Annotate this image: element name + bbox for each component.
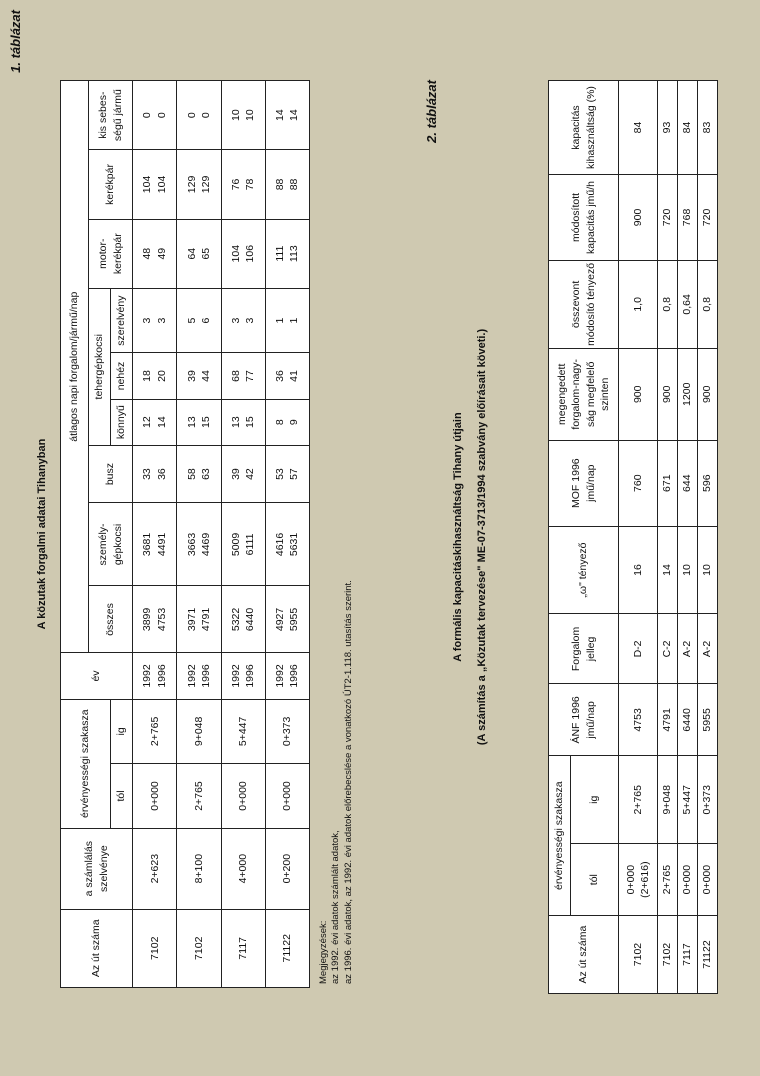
cell-light: 13 15 bbox=[177, 399, 221, 445]
notes-heading: Megjegyzések: bbox=[318, 920, 329, 984]
cell-to: 2+765 bbox=[619, 756, 658, 844]
table-row bbox=[177, 81, 221, 988]
table-row bbox=[221, 81, 265, 988]
cell-utilization: 84 bbox=[677, 81, 697, 175]
cell-from: 0+000 bbox=[677, 844, 697, 916]
cell-section: 4+000 bbox=[221, 828, 265, 909]
cell-omega: 14 bbox=[657, 526, 677, 614]
header-bike: kerékpár bbox=[89, 150, 133, 219]
cell-required: 900 bbox=[619, 348, 658, 440]
cell-from: 0+000 bbox=[697, 844, 717, 916]
cell-slow: 10 10 bbox=[221, 81, 265, 150]
cell-bike: 104 104 bbox=[133, 150, 177, 219]
table2-label: 2. táblázat bbox=[424, 80, 439, 143]
cell-to: 0+373 bbox=[697, 756, 717, 844]
cell-road: 7117 bbox=[221, 909, 265, 987]
cell-car: 3681 4491 bbox=[133, 503, 177, 586]
cell-anf: 6440 bbox=[677, 684, 697, 756]
cell-road: 7102 bbox=[657, 916, 677, 994]
cell-car: 4616 5631 bbox=[265, 503, 309, 586]
header-traffic: Forgalom jelleg bbox=[549, 614, 619, 684]
cell-utilization: 83 bbox=[697, 81, 717, 175]
cell-modified: 720 bbox=[697, 175, 717, 261]
cell-bike: 76 78 bbox=[221, 150, 265, 219]
header-utilization: kapacitás kihasználtság (%) bbox=[549, 81, 619, 175]
cell-trailer: 3 3 bbox=[221, 288, 265, 353]
table-row bbox=[265, 81, 309, 988]
cell-combined: 1,0 bbox=[619, 260, 658, 348]
table-row bbox=[697, 81, 717, 994]
cell-traffic: A-2 bbox=[697, 614, 717, 684]
header-truck: tehergépkocsi bbox=[89, 288, 111, 445]
header-anf: ÁNF 1996 jmű/nap bbox=[549, 684, 619, 756]
header-moto: motor-kerékpár bbox=[89, 219, 133, 288]
header-required: megengedett forgalom-nagy-ság megfelelő szinten bbox=[549, 348, 619, 440]
cell-years: 1992 1996 bbox=[177, 653, 221, 699]
header-modified: módosított kapacitás jmű/h bbox=[549, 175, 619, 261]
cell-years: 1992 1996 bbox=[265, 653, 309, 699]
cell-road: 7102 bbox=[619, 916, 658, 994]
cell-light: 13 15 bbox=[221, 399, 265, 445]
cell-total: 3971 4791 bbox=[177, 586, 221, 653]
cell-road: 7102 bbox=[133, 909, 177, 987]
cell-road: 71122 bbox=[697, 916, 717, 994]
header-omega: „ω" tényező bbox=[549, 526, 619, 614]
cell-omega: 10 bbox=[677, 526, 697, 614]
cell-omega: 10 bbox=[697, 526, 717, 614]
cell-moto: 104 106 bbox=[221, 219, 265, 288]
cell-from: 0+000 bbox=[133, 764, 177, 829]
header-year: év bbox=[61, 653, 133, 699]
cell-slow: 0 0 bbox=[177, 81, 221, 150]
cell-to: 2+765 bbox=[133, 699, 177, 764]
cell-heavy: 68 77 bbox=[221, 353, 265, 399]
cell-utilization: 93 bbox=[657, 81, 677, 175]
cell-bus: 58 63 bbox=[177, 445, 221, 503]
cell-slow: 0 0 bbox=[133, 81, 177, 150]
cell-anf: 4753 bbox=[619, 684, 658, 756]
header-road: Az út száma bbox=[549, 916, 619, 994]
cell-total: 4927 5955 bbox=[265, 586, 309, 653]
header-validity: érvényességi szakasza bbox=[549, 756, 571, 916]
cell-combined: 0,8 bbox=[697, 260, 717, 348]
cell-moto: 64 65 bbox=[177, 219, 221, 288]
cell-traffic: C-2 bbox=[657, 614, 677, 684]
cell-modified: 768 bbox=[677, 175, 697, 261]
cell-light: 12 14 bbox=[133, 399, 177, 445]
table2-title: A formális kapacitáskihasználtság Tihany útjain bbox=[452, 412, 464, 662]
cell-modified: 720 bbox=[657, 175, 677, 261]
cell-moto: 111 113 bbox=[265, 219, 309, 288]
cell-car: 5009 6111 bbox=[221, 503, 265, 586]
table-row bbox=[657, 81, 677, 994]
header-from: tól bbox=[571, 844, 619, 916]
table-row bbox=[677, 81, 697, 994]
cell-to: 0+373 bbox=[265, 699, 309, 764]
header-validity: érvényességi szakasza bbox=[61, 699, 111, 828]
cell-road: 7102 bbox=[177, 909, 221, 987]
notes-line-2: az 1996. évi adatok, az 1992. évi adatok előrebecslése a vonatkozó ÚT2-1.118. utasítás szerint. bbox=[342, 580, 354, 984]
header-car: személy-gépkocsi bbox=[89, 503, 133, 586]
cell-anf: 5955 bbox=[697, 684, 717, 756]
cell-section: 0+200 bbox=[265, 828, 309, 909]
cell-to: 9+048 bbox=[177, 699, 221, 764]
cell-moto: 48 49 bbox=[133, 219, 177, 288]
cell-road: 7117 bbox=[677, 916, 697, 994]
header-adt: átlagos napi forgalom/jármű/nap bbox=[61, 81, 89, 653]
header-bus: busz bbox=[89, 445, 133, 503]
header-combined: összevont módosító tényező bbox=[549, 260, 619, 348]
cell-road: 71122 bbox=[265, 909, 309, 987]
cell-utilization: 84 bbox=[619, 81, 658, 175]
cell-anf: 4791 bbox=[657, 684, 677, 756]
cell-from: 2+765 bbox=[177, 764, 221, 829]
capacity-table bbox=[548, 80, 718, 994]
header-mof: MOF 1996 jmű/nap bbox=[549, 440, 619, 526]
cell-bus: 39 42 bbox=[221, 445, 265, 503]
cell-light: 8 9 bbox=[265, 399, 309, 445]
notes-line-1: az 1992. évi adatok számlált adatok, bbox=[330, 830, 342, 984]
header-total: összes bbox=[89, 586, 133, 653]
cell-mof: 760 bbox=[619, 440, 658, 526]
cell-slow: 14 14 bbox=[265, 81, 309, 150]
cell-from: 2+765 bbox=[657, 844, 677, 916]
cell-years: 1992 1996 bbox=[221, 653, 265, 699]
cell-trailer: 3 3 bbox=[133, 288, 177, 353]
cell-mof: 671 bbox=[657, 440, 677, 526]
table-row bbox=[619, 81, 658, 994]
table1-notes bbox=[318, 580, 355, 984]
cell-heavy: 36 41 bbox=[265, 353, 309, 399]
cell-bus: 33 36 bbox=[133, 445, 177, 503]
cell-combined: 0,8 bbox=[657, 260, 677, 348]
cell-from: 0+000 bbox=[221, 764, 265, 829]
header-heavy: nehéz bbox=[111, 353, 133, 399]
table-row bbox=[133, 81, 177, 988]
table1-title: A közutak forgalmi adatai Tihanyban bbox=[36, 438, 48, 630]
header-section: a számlálás szelvénye bbox=[61, 828, 133, 909]
cell-bus: 53 57 bbox=[265, 445, 309, 503]
cell-section: 8+100 bbox=[177, 828, 221, 909]
header-to: ig bbox=[111, 699, 133, 764]
cell-required: 900 bbox=[657, 348, 677, 440]
traffic-data-table bbox=[60, 80, 310, 988]
table1-label: 1. táblázat bbox=[8, 10, 23, 73]
cell-total: 5322 6440 bbox=[221, 586, 265, 653]
cell-combined: 0,64 bbox=[677, 260, 697, 348]
cell-heavy: 39 44 bbox=[177, 353, 221, 399]
cell-section: 2+623 bbox=[133, 828, 177, 909]
header-road: Az út száma bbox=[61, 909, 133, 987]
header-light: könnyű bbox=[111, 399, 133, 445]
table2-subtitle: (A számítás a „Közutak tervezése" ME-07-3713/1994 szabvány előírásait követi.) bbox=[476, 328, 488, 746]
cell-to: 5+447 bbox=[677, 756, 697, 844]
cell-trailer: 5 6 bbox=[177, 288, 221, 353]
cell-total: 3899 4753 bbox=[133, 586, 177, 653]
cell-bike: 88 88 bbox=[265, 150, 309, 219]
cell-modified: 900 bbox=[619, 175, 658, 261]
cell-to: 9+048 bbox=[657, 756, 677, 844]
cell-traffic: D-2 bbox=[619, 614, 658, 684]
cell-mof: 596 bbox=[697, 440, 717, 526]
cell-traffic: A-2 bbox=[677, 614, 697, 684]
cell-mof: 644 bbox=[677, 440, 697, 526]
cell-required: 900 bbox=[697, 348, 717, 440]
cell-years: 1992 1996 bbox=[133, 653, 177, 699]
header-slow: kis sebes-ségű jármű bbox=[89, 81, 133, 150]
cell-car: 3663 4469 bbox=[177, 503, 221, 586]
cell-to: 5+447 bbox=[221, 699, 265, 764]
cell-trailer: 1 1 bbox=[265, 288, 309, 353]
header-from: tól bbox=[111, 764, 133, 829]
header-to: ig bbox=[571, 756, 619, 844]
cell-heavy: 18 20 bbox=[133, 353, 177, 399]
cell-from: 0+000 (2+616) bbox=[619, 844, 658, 916]
cell-bike: 129 129 bbox=[177, 150, 221, 219]
cell-required: 1200 bbox=[677, 348, 697, 440]
cell-from: 0+000 bbox=[265, 764, 309, 829]
header-trailer: szerelvény bbox=[111, 288, 133, 353]
cell-omega: 16 bbox=[619, 526, 658, 614]
